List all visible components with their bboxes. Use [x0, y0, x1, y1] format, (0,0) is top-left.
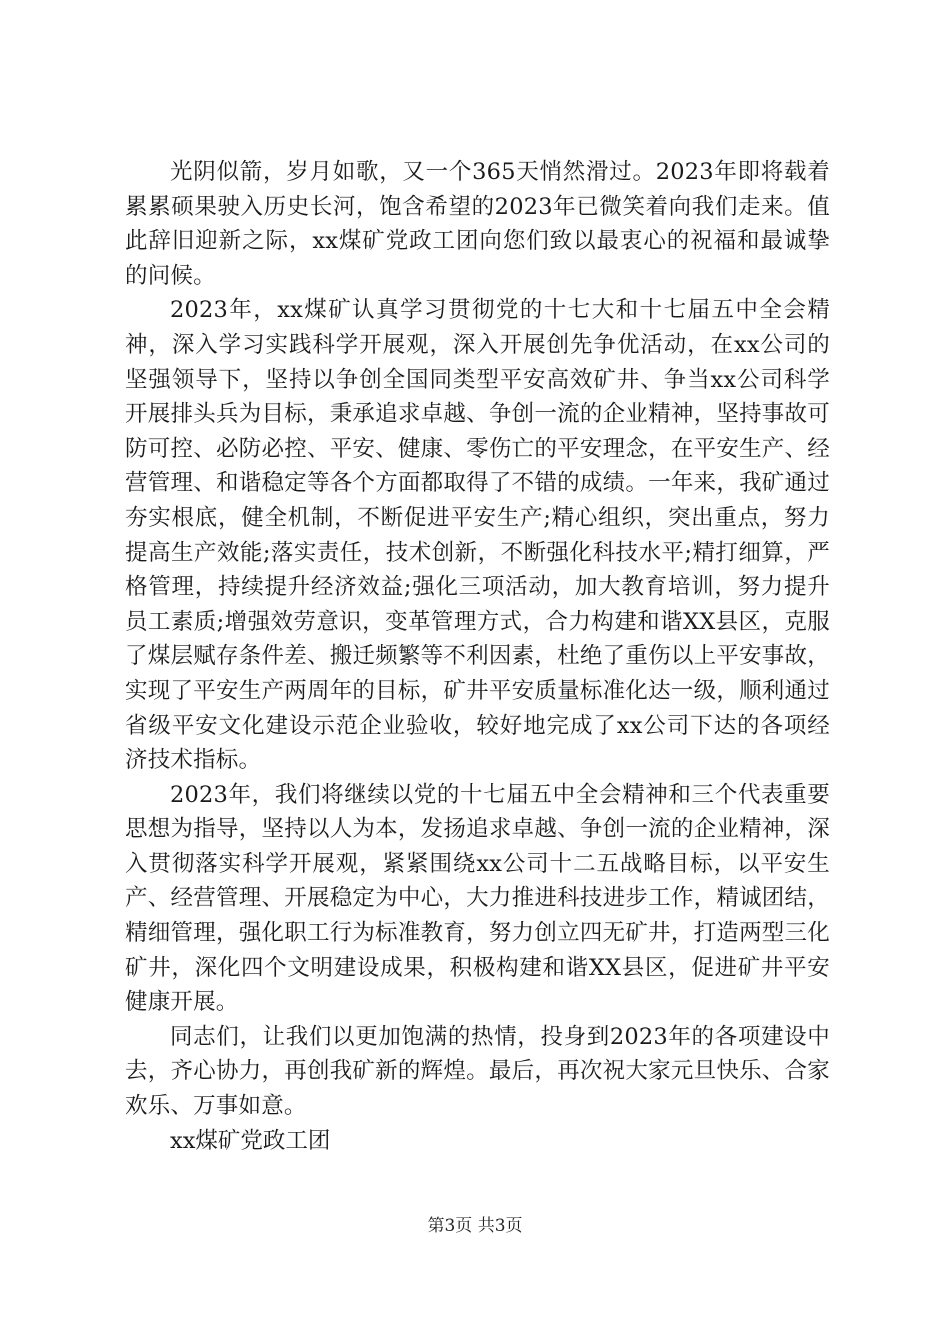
paragraph-plans: 2023年，我们将继续以党的十七届五中全会精神和三个代表重要思想为指导，坚持以人为本，发扬追求卓越、争创一流的企业精神，深入贯彻落实科学开展观，紧紧围绕xx公司十二五战略目标，以平安生产、经营管理、开展稳定为中心，大力推进科技进步工作，精诚团结，精细管理，强化职工行为标准教育，努力创立四无矿井，打造两型三化矿井，深化四个文明建设成果，积极构建和谐XX县区，促进矿井平安健康开展。	[125, 781, 830, 1016]
signature: xx煤矿党政工团	[170, 1127, 331, 1154]
paragraph-greeting: 光阴似箭，岁月如歌，又一个365天悄然滑过。2023年即将载着累累硕果驶入历史长河，饱含希望的2023年已微笑着向我们走来。值此辞旧迎新之际，xx煤矿党政工团向您们致以最衷心的祝福和最诚挚的问候。	[125, 159, 830, 289]
paragraph-closing: 同志们，让我们以更加饱满的热情，投身到2023年的各项建设中去，齐心协力，再创我矿新的辉煌。最后，再次祝大家元旦快乐、合家欢乐、万事如意。	[125, 1023, 830, 1120]
paragraph-achievements: 2023年，xx煤矿认真学习贯彻党的十七大和十七届五中全会精神，深入学习实践科学开展观，深入开展创先争优活动，在xx公司的坚强领导下，坚持以争创全国同类型平安高效矿井、争当xx公司科学开展排头兵为目标，秉承追求卓越、争创一流的企业精神，坚持事故可防可控、必防必控、平安、健康、零伤亡的平安理念，在平安生产、经营管理、和谐稳定等各个方面都取得了不错的成绩。一年来，我矿通过夯实根底，健全机制，不断促进平安生产;精心组织，突出重点，努力提高生产效能;落实责任，技术创新，不断强化科技水平;精打细算，严格管理，持续提升经济效益;强化三项活动，加大教育培训，努力提升员工素质;增强效劳意识，变革管理方式，合力构建和谐XX县区，克服了煤层赋存条件差、搬迁频繁等不利因素，杜绝了重伤以上平安事故，实现了平安生产两周年的目标，矿井平安质量标准化达一级，顺利通过省级平安文化建设示范企业验收，较好地完成了xx公司下达的各项经济技术指标。	[125, 297, 830, 774]
page-number-footer: 第3页 共3页	[427, 1216, 523, 1236]
document-body	[125, 155, 830, 1158]
